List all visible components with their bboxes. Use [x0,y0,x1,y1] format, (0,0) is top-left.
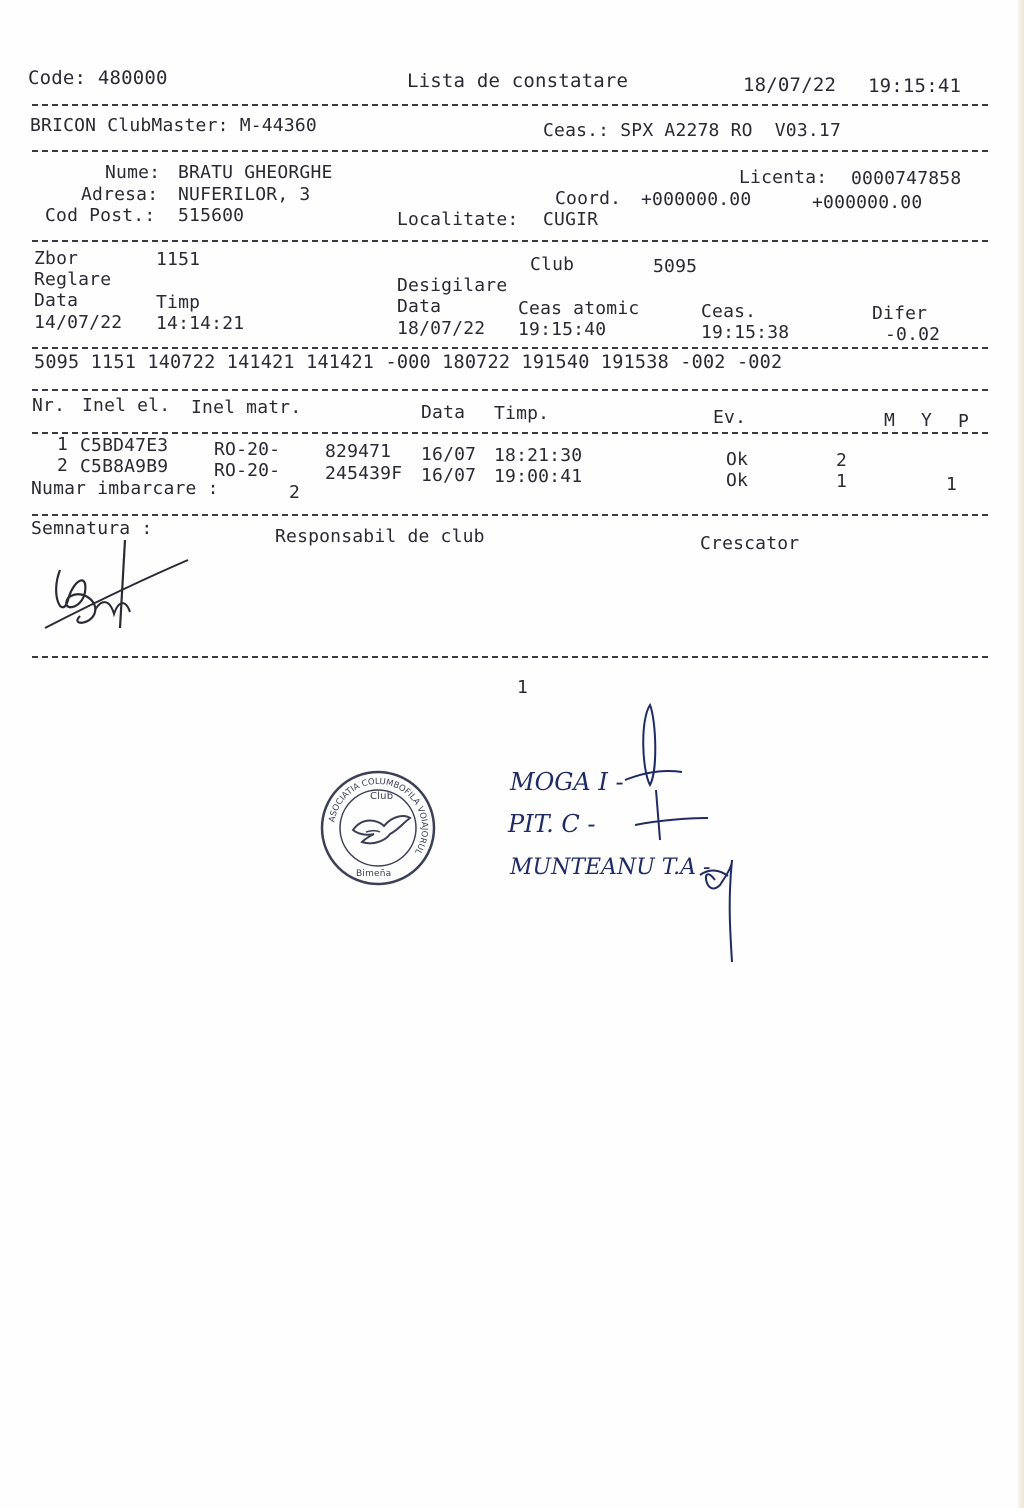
divider [32,347,988,349]
header-date: 18/07/22 [743,74,837,96]
breeder-label: Crescator [700,533,800,554]
reglare-data: 14/07/22 [34,312,123,333]
club-label: Club [530,254,575,275]
owner-coord-label: Coord. [555,188,622,209]
row-m: 1 [836,471,848,492]
col-header-data: Data [421,402,466,423]
row-ring-prefix: RO-20- [214,439,281,460]
row-date: 16/07 [421,465,477,486]
col-header-m: M [884,410,896,431]
divider [32,514,988,516]
owner-postal-label: Cod Post.: [45,205,156,226]
divider [32,389,988,391]
owner-locality-label: Localitate: [397,209,519,230]
row-inel-el: C5BD47E3 [80,435,169,456]
divider [32,240,988,242]
divider [32,150,988,152]
reglare-label: Reglare [34,269,112,290]
club-stamp [318,768,438,888]
owner-address-label: Adresa: [81,184,159,205]
desigilare-label: Desigilare [397,275,508,296]
desig-difer-label: Difer [872,303,928,324]
device-system: BRICON ClubMaster: M-44360 [30,115,317,136]
handwritten-signatures-icon [620,700,770,965]
row-m: 2 [836,450,848,471]
desig-data: 18/07/22 [397,318,486,339]
desig-data-label: Data [397,296,442,317]
document-title: Lista de constatare [407,70,629,92]
club-value: 5095 [653,256,698,277]
owner-license: 0000747858 [851,168,962,189]
desig-ceas-label: Ceas. [701,301,757,322]
page-number: 1 [517,677,529,698]
row-ev: Ok [726,449,749,470]
owner-locality: CUGIR [543,209,599,230]
stamp-bottom-text: Bimeña [356,869,392,879]
row-date: 16/07 [421,444,477,465]
zbor-label: Zbor [34,248,79,269]
paper-edge [1018,0,1024,1508]
desig-ceas: 19:15:38 [701,322,790,343]
handwritten-line-1: MOGA I - [510,768,624,796]
device-clock: Ceas.: SPX A2278 RO V03.17 [543,120,841,141]
owner-name: BRATU GHEORGHE [178,162,333,183]
svg-text:ASOCIATIA COLUMBOFILA VOIAJORU: ASOCIATIA COLUMBOFILA VOIAJORUL [327,776,430,857]
owner-postal: 515600 [178,205,245,226]
handwritten-line-2: PIT. C - [508,810,596,838]
owner-address: NUFERILOR, 3 [178,184,311,205]
col-header-timp: Timp. [494,403,550,424]
col-header-y: Y [921,410,933,431]
divider [32,656,988,658]
embark-label: Numar imbarcare : [31,478,219,499]
row-nr: 2 [57,455,69,476]
signature-scribble-icon [40,540,200,640]
row-ev: Ok [726,470,749,491]
row-time: 19:00:41 [494,466,583,487]
zbor-value: 1151 [156,249,201,270]
row-p: 1 [946,474,958,495]
row-ring: 829471 [325,441,392,462]
col-header-p: P [958,411,970,432]
code-label: Code: 480000 [28,67,168,89]
reglare-timp: 14:14:21 [156,313,245,334]
col-header-nr: Nr. [32,395,66,416]
divider [32,104,988,106]
reglare-data-label: Data [34,290,79,311]
owner-name-label: Nume: [105,162,161,183]
desig-difer: -0.02 [885,324,941,345]
code-line: 5095 1151 140722 141421 141421 -000 180722 191540 191538 -002 -002 [34,352,783,373]
signature-label: Semnatura : [31,518,153,539]
row-nr: 1 [57,434,69,455]
row-inel-el: C5B8A9B9 [80,456,169,477]
col-header-ev: Ev. [713,407,747,428]
owner-license-label: Licenta: [739,167,828,188]
col-header-inel-el: Inel el. [82,395,171,416]
reglare-timp-label: Timp [156,292,201,313]
stamp-club-text: Club [370,791,394,802]
col-header-inel-matr: Inel matr. [191,397,302,418]
embark-count: 2 [289,482,301,503]
desig-ceas-atomic-label: Ceas atomic [518,298,640,319]
row-ring-prefix: RO-20- [214,460,281,481]
header-time: 19:15:41 [868,75,962,97]
owner-coord-2: +000000.00 [812,192,923,213]
row-time: 18:21:30 [494,445,583,466]
divider [32,432,988,434]
handwritten-line-3: MUNTEANU T.A - [510,855,711,880]
row-ring: 245439F [325,463,403,484]
club-responsible-label: Responsabil de club [275,526,485,547]
desig-ceas-atomic: 19:15:40 [518,319,607,340]
owner-coord-1: +000000.00 [641,189,752,210]
